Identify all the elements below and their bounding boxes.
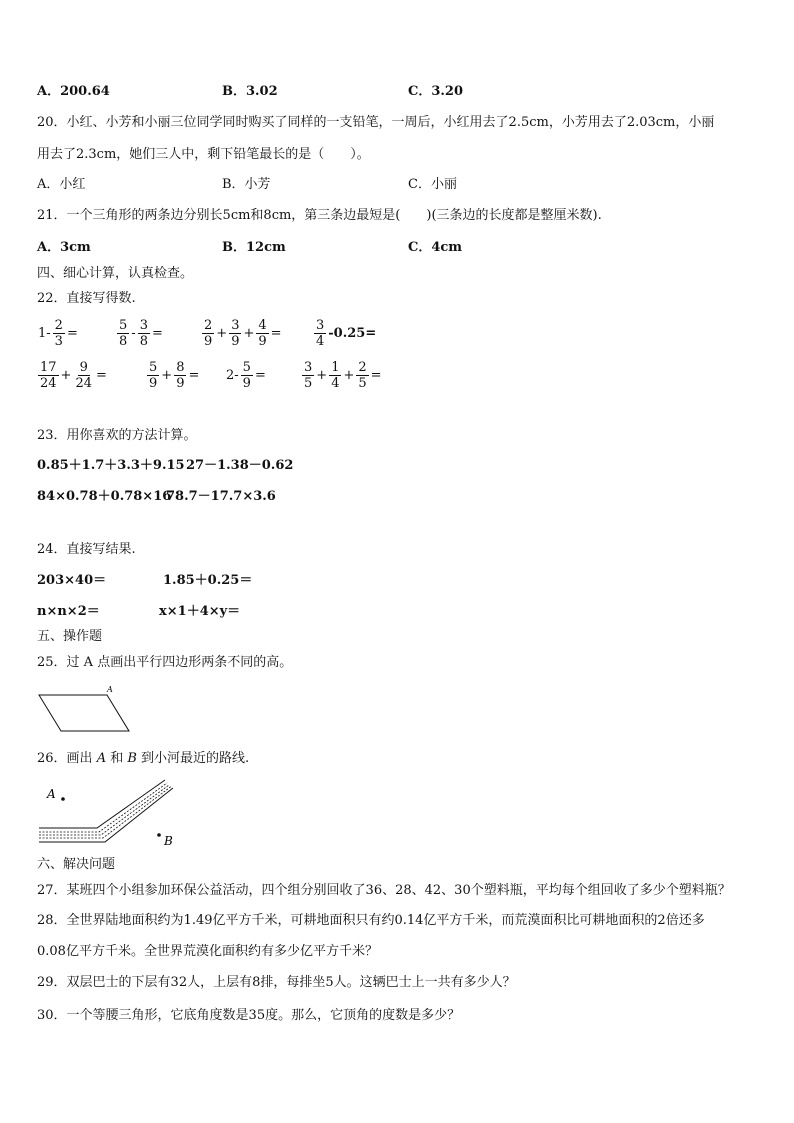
- fraction: $\frac{9}{24}$: [75, 360, 92, 391]
- q26-var-b: B: [127, 751, 137, 766]
- expr-operator: +: [60, 368, 72, 383]
- q28-text-line1: 28．全世界陆地面积约为1.49亿平方千米，可耕地面积只有约0.14亿平方千米，而荒漠面积比可耕地面积的2倍还多: [37, 913, 705, 928]
- fraction: $\frac{17}{24}$: [40, 360, 57, 391]
- q23-expr-3: 84×0.78＋0.78×16: [37, 489, 172, 504]
- expr-operator: +: [316, 368, 328, 383]
- expr-operator: +: [343, 368, 355, 383]
- section-6-heading: 六、解决问题: [37, 857, 116, 872]
- q22-expr-1: [37, 318, 79, 349]
- fraction: $\frac{5}{9}$: [149, 360, 158, 391]
- point-b: [157, 833, 161, 837]
- parallelogram-shape: [39, 695, 129, 731]
- fraction: $\frac{2}{9}$: [204, 318, 213, 349]
- expr-equals: =: [66, 326, 78, 341]
- fraction: $\frac{2}{3}$: [54, 318, 63, 349]
- q23-expr-4: 78.7－17.7×3.6: [166, 489, 276, 504]
- q19-option-a: A．200.64: [37, 84, 110, 99]
- q29-text: 29．双层巴士的下层有32人，上层有8排，每排坐5人。这辆巴士上一共有多少人？: [37, 975, 516, 990]
- q19-option-c: C．3.20: [408, 84, 464, 99]
- q22-expr-6: [146, 360, 200, 391]
- fraction: $\frac{4}{9}$: [258, 318, 267, 349]
- q22-expr-7: [225, 360, 267, 391]
- q30-text: 30．一个等腰三角形，它底角度数是35度。那么，它顶角的度数是多少？: [37, 1008, 461, 1023]
- section-5-heading: 五、操作题: [37, 629, 103, 644]
- expr-operator: +: [161, 368, 173, 383]
- fraction: $\frac{2}{5}$: [358, 360, 367, 391]
- q21-option-c: C．4cm: [408, 240, 463, 255]
- fraction: $\frac{8}{9}$: [176, 360, 185, 391]
- expr-text: -0.25=: [328, 326, 377, 341]
- expr-operator: -: [131, 326, 136, 341]
- q19-option-b: B．3.02: [222, 84, 278, 99]
- q26-text-part: 到小河最近的路线.: [136, 751, 250, 766]
- expr-equals: =: [188, 368, 200, 383]
- q22-expr-4: [313, 318, 377, 349]
- fraction: $\frac{1}{4}$: [331, 360, 340, 391]
- q23-expr-1: 0.85＋1.7＋3.3＋9.15: [37, 458, 185, 473]
- point-a-label: A: [107, 685, 113, 694]
- q21-option-a: A．3cm: [37, 240, 91, 255]
- expr-equals: =: [254, 368, 266, 383]
- q20-text-line2: 用去了2.3cm，她们三人中，剩下铅笔最长的是（ ）。: [37, 147, 370, 162]
- q24-expr-3: n×n×2＝: [37, 604, 100, 619]
- q22-expr-8: [301, 360, 383, 391]
- q21-option-b: B．12cm: [222, 240, 286, 255]
- fraction: $\frac{3}{8}$: [139, 318, 148, 349]
- q22-expr-2: [116, 318, 164, 349]
- river-figure: [35, 778, 185, 853]
- q21-text: 21．一个三角形的两条边分别长5cm和8cm，第三条边最短是( )(三条边的长度都是整厘米数).: [37, 208, 602, 223]
- q27-text: 27．某班四个小组参加环保公益活动，四个组分别回收了36、28、42、30个塑料瓶，平均每个组回收了多少个塑料瓶？: [37, 883, 731, 898]
- q20-option-c: C．小丽: [408, 177, 457, 192]
- expr-equals: =: [96, 368, 107, 383]
- expr-operator: +: [243, 326, 255, 341]
- q24-title: 24．直接写结果.: [37, 542, 136, 557]
- fraction: $\frac{5}{9}$: [242, 360, 251, 391]
- q28-text-line2: 0.08亿平方千米。全世界荒漠化面积约有多少亿平方千米？: [37, 944, 378, 959]
- q20-option-a: A．小红: [37, 177, 86, 192]
- expr-equals: =: [151, 326, 163, 341]
- q23-title: 23．用你喜欢的方法计算。: [37, 428, 197, 443]
- q22-title: 22．直接写得数.: [37, 291, 136, 306]
- q25-text: 25．过 A 点画出平行四边形两条不同的高。: [37, 655, 293, 670]
- point-a-label: A: [47, 787, 56, 801]
- q26-var-a: A: [96, 751, 107, 766]
- q26-text: [37, 750, 249, 768]
- q20-text-line1: 20．小红、小芳和小丽三位同学同时购买了同样的一支铅笔，一周后，小红用去了2.5cm，小芳用去了2.03cm，小丽: [37, 115, 715, 130]
- parallelogram-figure: [35, 683, 135, 735]
- q22-expr-5: [37, 360, 108, 391]
- q24-expr-1: 203×40＝: [37, 573, 107, 588]
- point-b-label: B: [164, 834, 173, 848]
- expr-text: 2-: [226, 368, 239, 383]
- q20-option-b: B．小芳: [222, 177, 271, 192]
- fraction: $\frac{3}{5}$: [304, 360, 313, 391]
- expr-equals: =: [270, 326, 282, 341]
- q24-expr-4: x×1＋4×y＝: [159, 604, 241, 619]
- expr-equals: =: [370, 368, 382, 383]
- fraction: $\frac{3}{9}$: [231, 318, 240, 349]
- fraction: $\frac{5}{8}$: [119, 318, 128, 349]
- point-a: [61, 797, 65, 801]
- river-bank-bottom: [39, 788, 173, 842]
- q22-expr-3: [201, 318, 283, 349]
- river-bank-top: [39, 780, 165, 828]
- q26-text-part: 和: [106, 751, 128, 766]
- q26-text-part: 26．画出: [37, 751, 97, 766]
- section-4-heading: 四、细心计算，认真检查。: [37, 266, 194, 281]
- fraction: $\frac{3}{4}$: [316, 318, 325, 349]
- expr-text: 1-: [38, 326, 51, 341]
- expr-operator: +: [216, 326, 228, 341]
- q23-expr-2: 27－1.38－0.62: [186, 458, 294, 473]
- q24-expr-2: 1.85＋0.25＝: [163, 573, 253, 588]
